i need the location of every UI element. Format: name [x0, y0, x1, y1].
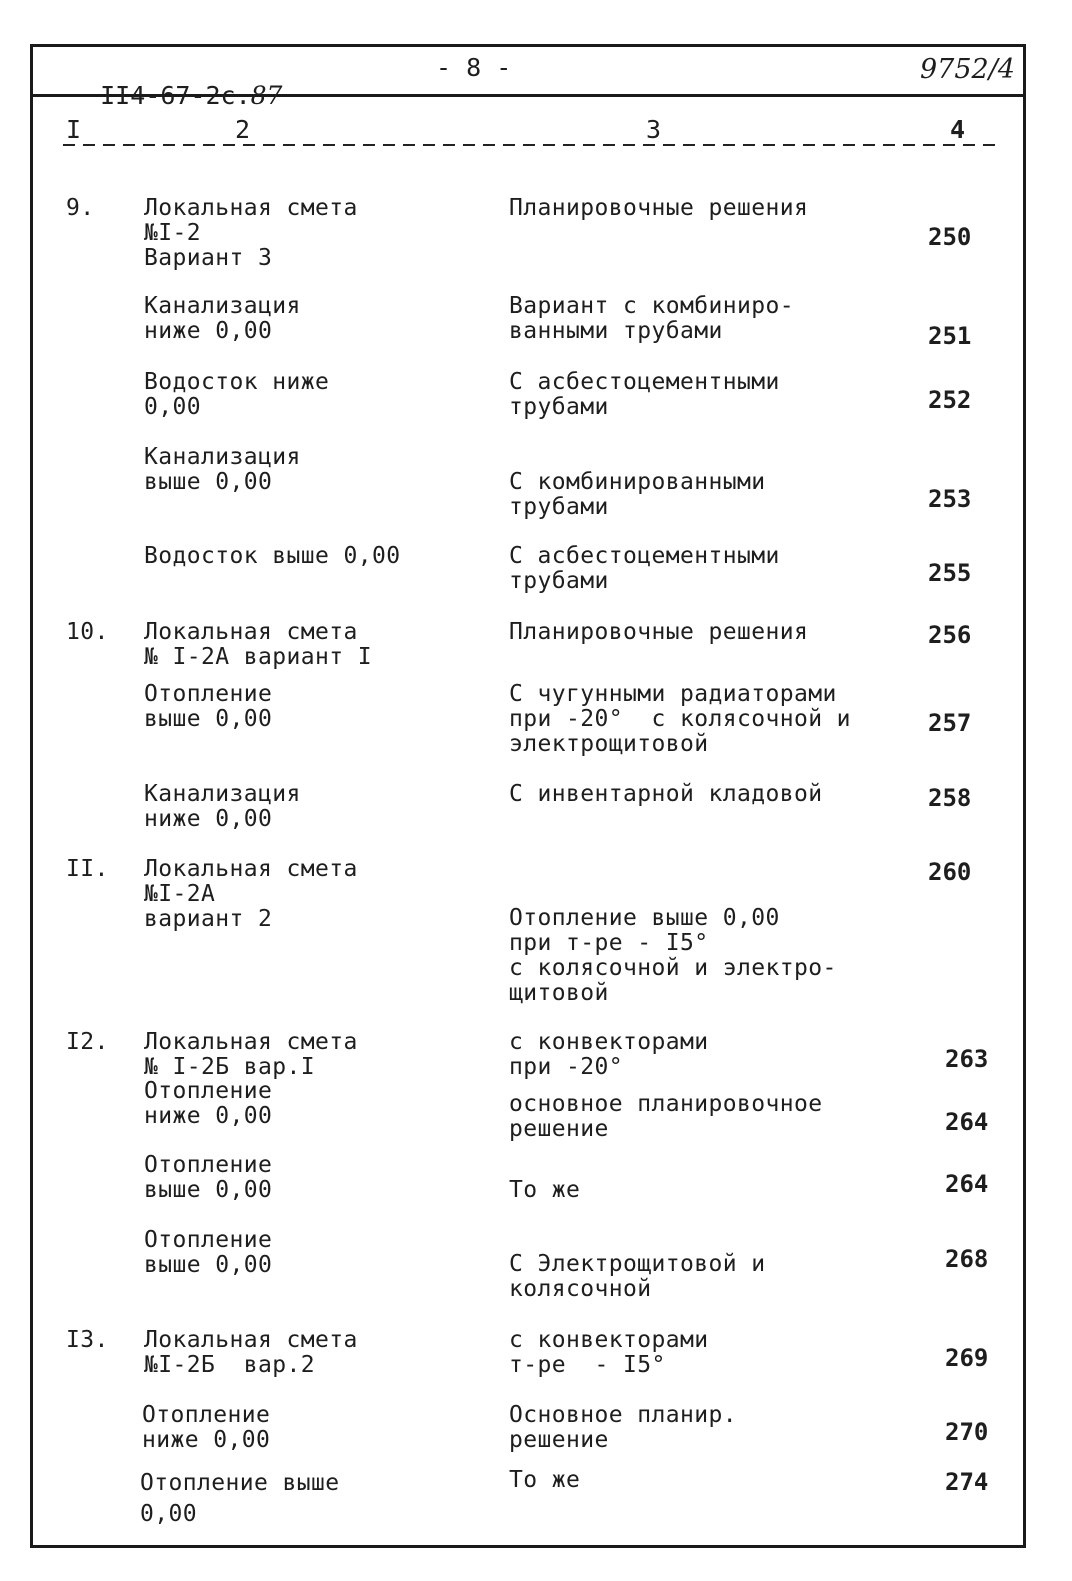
item-left-text: Локальная смета №I-2А вариант 2: [144, 856, 358, 932]
item-right-text: То же: [509, 1177, 581, 1203]
item-right-text: Планировочные решения: [509, 619, 809, 645]
item-left-text: Отопление выше 0,00: [140, 1470, 340, 1527]
item-left-text: Канализация ниже 0,00: [144, 293, 301, 344]
item-right-text: Отопление выше 0,00 при т-ре - I5° с колясочной и электро- щитовой: [509, 905, 837, 1006]
item-left-text: Водосток ниже 0,00: [144, 369, 330, 420]
column-header-dashed-rule: [63, 144, 998, 146]
item-left-text: Отопление ниже 0,00: [142, 1402, 271, 1453]
item-page-ref: 264: [945, 1170, 989, 1198]
doc-code-handwritten: 87: [250, 81, 283, 110]
item-right-text: С чугунными радиаторами при -20° с колясочной и электрощитовой: [509, 681, 851, 757]
doc-code: II4-67-2c.87: [100, 81, 283, 110]
item-page-ref: 250: [928, 223, 972, 251]
sheet-reference: 9752/4: [920, 54, 1015, 85]
item-page-ref: 257: [928, 709, 972, 737]
item-left-text: Канализация ниже 0,00: [144, 781, 301, 832]
item-right-text: Планировочные решения: [509, 195, 809, 221]
item-right-text: С асбестоцементными трубами: [509, 369, 780, 420]
item-left-text: Отопление выше 0,00: [144, 1152, 273, 1203]
item-left-text: Отопление выше 0,00: [144, 1227, 273, 1278]
column-1-label: I: [66, 115, 82, 144]
item-right-text: Основное планир. решение: [509, 1402, 737, 1453]
item-page-ref: 268: [945, 1245, 989, 1273]
item-page-ref: 252: [928, 386, 972, 414]
item-page-ref: 253: [928, 485, 972, 513]
item-right-text: с конвекторами т-ре - I5°: [509, 1327, 709, 1378]
item-left-text: Локальная смета № I-2А вариант I: [144, 619, 372, 670]
item-page-ref: 251: [928, 322, 972, 350]
page-number: - 8 -: [436, 53, 512, 82]
item-right-text: с конвекторами при -20°: [509, 1029, 709, 1080]
item-right-text: Вариант с комбиниро- ванными трубами: [509, 293, 794, 344]
column-4-label: 4: [950, 115, 966, 144]
item-left-text: Канализация выше 0,00: [144, 444, 301, 495]
item-right-text: С Электрощитовой и колясочной: [509, 1251, 766, 1302]
item-right-text: С комбинированными трубами: [509, 469, 766, 520]
item-left-text: Водосток выше 0,00: [144, 543, 401, 569]
item-page-ref: 269: [945, 1344, 989, 1372]
item-page-ref: 270: [945, 1418, 989, 1446]
item-page-ref: 260: [928, 858, 972, 886]
item-page-ref: 258: [928, 784, 972, 812]
item-page-ref: 263: [945, 1045, 989, 1073]
item-right-text: С инвентарной кладовой: [509, 781, 823, 807]
item-right-text: То же: [509, 1467, 581, 1493]
item-number: II.: [66, 856, 109, 882]
item-left-text: Локальная смета № I-2Б вар.I: [144, 1029, 358, 1080]
item-number: I3.: [66, 1327, 109, 1353]
item-page-ref: 264: [945, 1108, 989, 1136]
item-left-text: Локальная смета №I-2Б вар.2: [144, 1327, 358, 1378]
column-2-label: 2: [235, 115, 251, 144]
item-number: I2.: [66, 1029, 109, 1055]
item-page-ref: 255: [928, 559, 972, 587]
item-page-ref: 256: [928, 621, 972, 649]
item-left-text: Локальная смета №I-2 Вариант 3: [144, 195, 358, 271]
item-number: 10.: [66, 619, 109, 645]
item-number: 9.: [66, 195, 95, 221]
item-left-text: Отопление ниже 0,00: [144, 1078, 273, 1129]
item-right-text: основное планировочное решение: [509, 1091, 823, 1142]
item-left-text: Отопление выше 0,00: [144, 681, 273, 732]
column-3-label: 3: [646, 115, 662, 144]
item-right-text: С асбестоцементными трубами: [509, 543, 780, 594]
item-page-ref: 274: [945, 1468, 989, 1496]
